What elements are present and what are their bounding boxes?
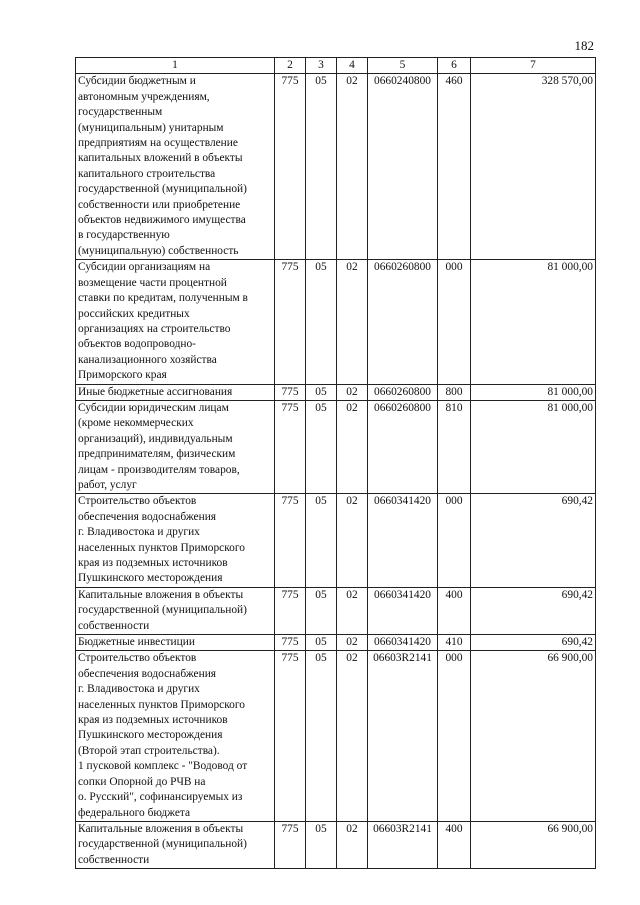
row-c6: 800 [438,384,471,400]
row-c3: 05 [306,384,337,400]
header-row [76,58,596,74]
row-c3: 05 [306,74,337,260]
table-row [76,821,596,868]
row-c2: 775 [275,400,306,493]
row-c2: 775 [275,74,306,260]
row-c2: 775 [275,635,306,651]
row-c4: 02 [337,635,368,651]
page-number: 182 [574,38,594,53]
row-c6: 460 [438,74,471,260]
table-row [76,494,596,587]
row-c6: 000 [438,651,471,821]
row-amount: 690,42 [471,587,596,634]
row-c5: 0660260800 [368,384,438,400]
table-row [76,384,596,400]
row-c2: 775 [275,651,306,821]
row-c6: 810 [438,400,471,493]
row-amount: 81 000,00 [471,400,596,493]
row-c4: 02 [337,400,368,493]
row-c3: 05 [306,260,337,384]
row-c2: 775 [275,384,306,400]
row-c3: 05 [306,651,337,821]
row-c4: 02 [337,384,368,400]
row-c3: 05 [306,494,337,587]
row-name: Капитальные вложения в объекты государственной (муниципальной) собственности [76,587,275,634]
row-amount: 81 000,00 [471,260,596,384]
row-name: Капитальные вложения в объекты государственной (муниципальной) собственности [76,821,275,868]
row-c3: 05 [306,635,337,651]
row-amount: 66 900,00 [471,821,596,868]
table-row [76,74,596,260]
row-name: Субсидии юридическим лицам (кроме некоммерческих организаций), индивидуальным предпринимателям, физическим лицам - производителям товаров, работ, услуг [76,400,275,493]
col-header: 3 [306,58,337,74]
row-c2: 775 [275,494,306,587]
row-c5: 0660341420 [368,635,438,651]
row-c5: 0660341420 [368,494,438,587]
row-c5: 0660260800 [368,400,438,493]
row-c2: 775 [275,260,306,384]
col-header: 6 [438,58,471,74]
col-header: 5 [368,58,438,74]
row-name: Субсидии организациям на возмещение части процентной ставки по кредитам, полученным в российских кредитных организациях на строительство объектов водопроводно- канализационного хозяйства Приморского края [76,260,275,384]
row-amount: 690,42 [471,494,596,587]
row-c6: 000 [438,260,471,384]
row-c4: 02 [337,587,368,634]
row-c2: 775 [275,821,306,868]
col-header: 7 [471,58,596,74]
row-c5: 0660341420 [368,587,438,634]
budget-table [75,57,596,869]
row-amount: 66 900,00 [471,651,596,821]
row-c2: 775 [275,587,306,634]
table-row [76,587,596,634]
row-c4: 02 [337,651,368,821]
row-c3: 05 [306,587,337,634]
row-c4: 02 [337,260,368,384]
row-c5: 0660260800 [368,260,438,384]
col-header: 2 [275,58,306,74]
col-header: 1 [76,58,275,74]
row-c4: 02 [337,74,368,260]
table-row [76,651,596,821]
table-row [76,400,596,493]
row-c5: 06603R2141 [368,821,438,868]
row-c3: 05 [306,400,337,493]
row-name: Иные бюджетные ассигнования [76,384,275,400]
row-amount: 81 000,00 [471,384,596,400]
row-c4: 02 [337,821,368,868]
row-c6: 000 [438,494,471,587]
row-name: Субсидии бюджетным и автономным учреждениям, государственным (муниципальным) унитарным предприятиям на осуществление капитальных вложений в объекты капитального строительства государственной (муниципальной) собственности или приобретение объектов недвижимого имущества в государственную (муниципальную) собственность [76,74,275,260]
row-c6: 410 [438,635,471,651]
col-header: 4 [337,58,368,74]
row-c6: 400 [438,821,471,868]
row-c3: 05 [306,821,337,868]
row-c5: 06603R2141 [368,651,438,821]
table-row [76,635,596,651]
row-amount: 690,42 [471,635,596,651]
table-row [76,260,596,384]
row-amount: 328 570,00 [471,74,596,260]
row-c4: 02 [337,494,368,587]
row-c6: 400 [438,587,471,634]
row-name: Строительство объектов обеспечения водоснабжения г. Владивостока и других населенных пунктов Приморского края из подземных источников Пушкинского месторождения (Второй этап строительства). 1 пусковой комплекс - "Водовод от сопки Опорной до РЧВ на о. Русский", софинансируемых из федерального бюджета [76,651,275,821]
row-name: Бюджетные инвестиции [76,635,275,651]
row-name: Строительство объектов обеспечения водоснабжения г. Владивостока и других населенных пунктов Приморского края из подземных источников Пушкинского месторождения [76,494,275,587]
row-c5: 0660240800 [368,74,438,260]
